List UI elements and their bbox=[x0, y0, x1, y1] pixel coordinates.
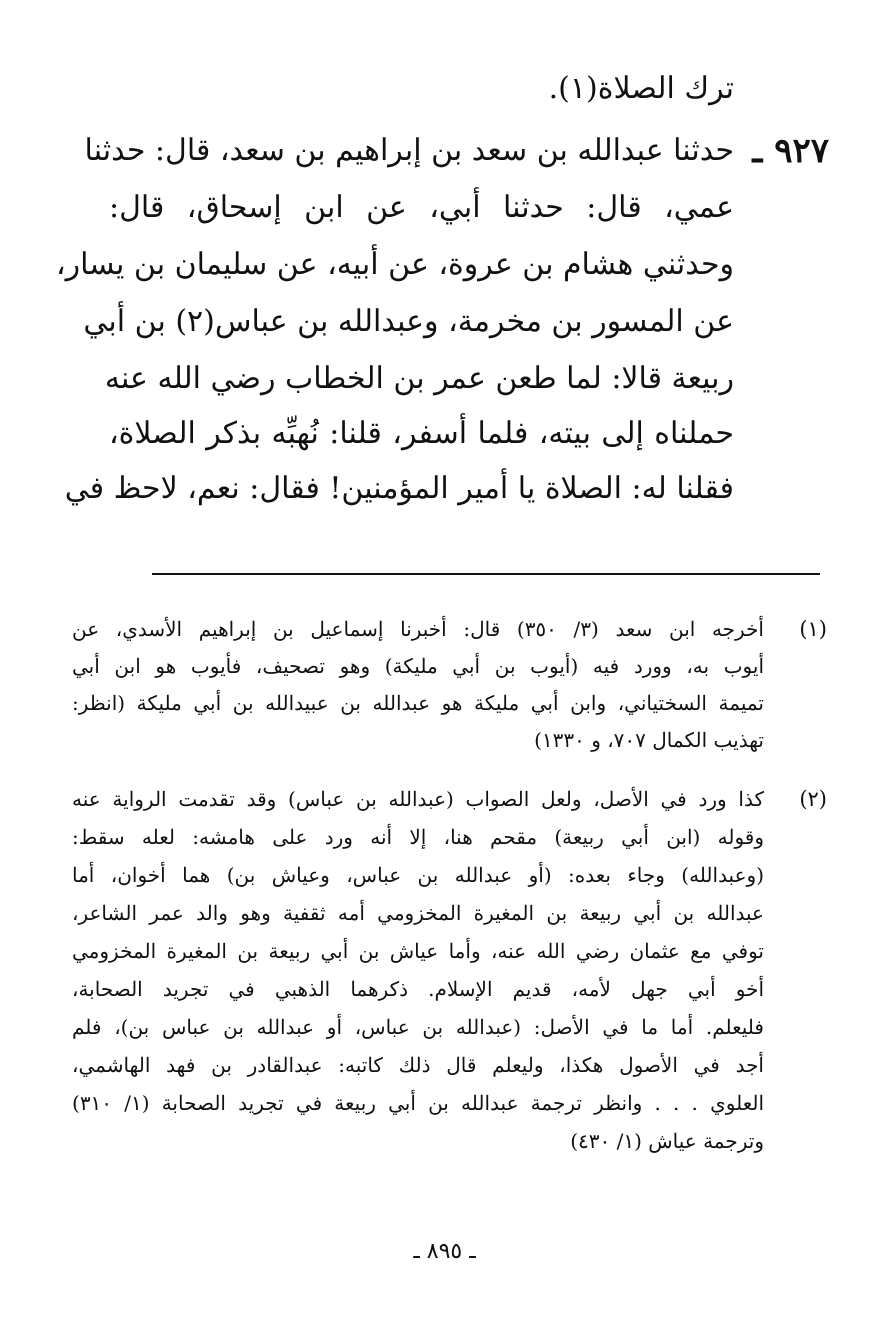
main-text-line: ربيعة قالا: لما طعن عمر بن الخطاب رضي الله عنه bbox=[104, 361, 734, 396]
main-text-line: فقلنا له: الصلاة يا أمير المؤمنين! فقال: نعم، لاحظ في bbox=[64, 471, 734, 506]
footnote-line: عبدالله بن أبي ربيعة بن المغيرة المخزومي أمه ثقفية وهو والد عمر الشاعر، bbox=[72, 901, 764, 925]
footnote-line: أيوب به، وورد فيه (أيوب بن أبي مليكة) وهو تصحيف، فأيوب هو ابن أبي bbox=[72, 654, 764, 678]
footnote-line: تهذيب الكمال ٧٠٧، و ١٣٣٠) bbox=[534, 728, 764, 752]
footnote-line: أخو أبي جهل لأمه، قديم الإسلام. ذكرهما الذهبي في تجريد الصحابة، bbox=[72, 977, 764, 1001]
hadith-number: ٩٢٧ ـ bbox=[752, 131, 829, 171]
footnote-line: العلوي . . . وانظر ترجمة عبدالله بن أبي ربيعة في تجريد الصحابة (١/ ٣١٠) bbox=[72, 1091, 764, 1115]
footnote-line: وقوله (ابن أبي ربيعة) مقحم هنا، إلا أنه ورد على هامشه: لعله سقط: bbox=[72, 825, 764, 849]
main-text-line: ترك الصلاة(١). bbox=[548, 71, 734, 106]
page-number: ـ ٨٩٥ ـ bbox=[413, 1239, 476, 1264]
footnote-line: فليعلم. أما ما في الأصل: (عبدالله بن عباس، أو عبدالله بن عباس بن)، فلم bbox=[72, 1015, 764, 1039]
main-text-line: عن المسور بن مخرمة، وعبدالله بن عباس(٢) بن أبي bbox=[83, 304, 734, 339]
footnote-line: توفي مع عثمان رضي الله عنه، وأما عياش بن أبي ربيعة بن المغيرة المخزومي bbox=[72, 939, 764, 963]
footnote-line: تميمة السختياني، وابن أبي مليكة هو عبدالله بن عبيدالله بن أبي مليكة (انظر: bbox=[72, 691, 764, 715]
footnote-line: وترجمة عياش (١/ ٤٣٠) bbox=[570, 1129, 764, 1153]
footnote-marker: (١) bbox=[799, 617, 827, 641]
footnote-line: كذا ورد في الأصل، ولعل الصواب (عبدالله بن عباس) وقد تقدمت الرواية عنه bbox=[72, 787, 764, 811]
footnote-line: أجد في الأصول هكذا، وليعلم قال ذلك كاتبه: عبدالقادر بن فهد الهاشمي، bbox=[72, 1053, 764, 1077]
footnote-marker: (٢) bbox=[799, 787, 827, 811]
main-text-line: حدثنا عبدالله بن سعد بن إبراهيم بن سعد، قال: حدثنا bbox=[84, 133, 734, 168]
footnote-line: أخرجه ابن سعد (٣/ ٣٥٠) قال: أخبرنا إسماعيل بن إبراهيم الأسدي، عن bbox=[72, 617, 764, 641]
main-text-line: حملناه إلى بيته، فلما أسفر، قلنا: نُهبِّه بذكر الصلاة، bbox=[109, 416, 734, 451]
footnote-line: (وعبدالله) وجاء بعده: (أو عبدالله بن عباس، وعياش بن) هما أخوان، أما bbox=[72, 863, 764, 887]
main-text-line: عمي، قال: حدثنا أبي، عن ابن إسحاق، قال: bbox=[109, 190, 734, 225]
footnote-divider bbox=[152, 573, 820, 575]
main-text-line: وحدثني هشام بن عروة، عن أبيه، عن سليمان بن يسار، bbox=[55, 247, 734, 282]
